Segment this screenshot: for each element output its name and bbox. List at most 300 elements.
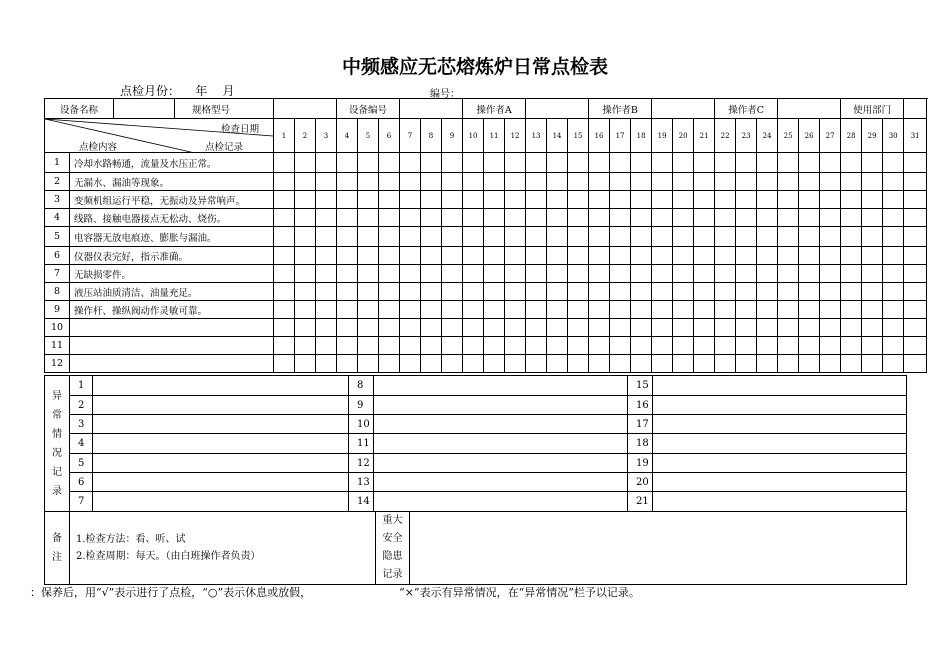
check-cell[interactable] bbox=[904, 337, 927, 355]
check-cell[interactable] bbox=[904, 153, 927, 173]
check-cell[interactable] bbox=[631, 173, 652, 191]
check-cell[interactable] bbox=[358, 265, 379, 283]
check-cell[interactable] bbox=[715, 209, 736, 227]
check-cell[interactable] bbox=[526, 153, 547, 173]
check-cell[interactable] bbox=[379, 337, 400, 355]
check-cell[interactable] bbox=[589, 173, 610, 191]
check-cell[interactable] bbox=[421, 265, 442, 283]
abnormal-record-cell[interactable] bbox=[653, 396, 907, 415]
check-cell[interactable] bbox=[757, 247, 778, 265]
check-cell[interactable] bbox=[274, 227, 295, 247]
check-cell[interactable] bbox=[484, 173, 505, 191]
check-cell[interactable] bbox=[631, 301, 652, 319]
check-cell[interactable] bbox=[610, 337, 631, 355]
check-cell[interactable] bbox=[316, 153, 337, 173]
check-cell[interactable] bbox=[673, 265, 694, 283]
check-cell[interactable] bbox=[610, 153, 631, 173]
check-cell[interactable] bbox=[862, 227, 883, 247]
check-cell[interactable] bbox=[715, 319, 736, 337]
check-cell[interactable] bbox=[379, 191, 400, 209]
check-cell[interactable] bbox=[736, 319, 757, 337]
check-cell[interactable] bbox=[421, 355, 442, 373]
check-cell[interactable] bbox=[568, 247, 589, 265]
check-cell[interactable] bbox=[463, 301, 484, 319]
check-cell[interactable] bbox=[610, 247, 631, 265]
check-cell[interactable] bbox=[757, 355, 778, 373]
check-cell[interactable] bbox=[610, 173, 631, 191]
check-cell[interactable] bbox=[400, 153, 421, 173]
check-cell[interactable] bbox=[568, 355, 589, 373]
check-cell[interactable] bbox=[526, 337, 547, 355]
check-cell[interactable] bbox=[715, 337, 736, 355]
check-cell[interactable] bbox=[484, 247, 505, 265]
check-cell[interactable] bbox=[736, 355, 757, 373]
abnormal-record-cell[interactable] bbox=[93, 434, 349, 454]
check-cell[interactable] bbox=[421, 209, 442, 227]
check-cell[interactable] bbox=[631, 319, 652, 337]
check-cell[interactable] bbox=[694, 227, 715, 247]
check-cell[interactable] bbox=[799, 319, 820, 337]
check-cell[interactable] bbox=[652, 191, 673, 209]
check-cell[interactable] bbox=[715, 283, 736, 301]
check-cell[interactable] bbox=[820, 355, 841, 373]
check-cell[interactable] bbox=[358, 355, 379, 373]
check-cell[interactable] bbox=[295, 227, 316, 247]
check-cell[interactable] bbox=[694, 301, 715, 319]
check-cell[interactable] bbox=[505, 301, 526, 319]
check-cell[interactable] bbox=[820, 173, 841, 191]
check-cell[interactable] bbox=[274, 265, 295, 283]
check-cell[interactable] bbox=[820, 319, 841, 337]
check-cell[interactable] bbox=[799, 209, 820, 227]
check-cell[interactable] bbox=[673, 153, 694, 173]
check-cell[interactable] bbox=[610, 265, 631, 283]
check-cell[interactable] bbox=[610, 319, 631, 337]
check-cell[interactable] bbox=[799, 265, 820, 283]
check-cell[interactable] bbox=[631, 227, 652, 247]
check-cell[interactable] bbox=[463, 191, 484, 209]
check-cell[interactable] bbox=[694, 355, 715, 373]
check-cell[interactable] bbox=[652, 265, 673, 283]
check-cell[interactable] bbox=[736, 301, 757, 319]
check-cell[interactable] bbox=[652, 173, 673, 191]
check-cell[interactable] bbox=[652, 153, 673, 173]
check-cell[interactable] bbox=[505, 337, 526, 355]
check-cell[interactable] bbox=[694, 191, 715, 209]
check-cell[interactable] bbox=[862, 283, 883, 301]
check-cell[interactable] bbox=[484, 355, 505, 373]
check-cell[interactable] bbox=[673, 301, 694, 319]
check-cell[interactable] bbox=[442, 227, 463, 247]
check-cell[interactable] bbox=[631, 355, 652, 373]
check-cell[interactable] bbox=[568, 227, 589, 247]
check-cell[interactable] bbox=[274, 355, 295, 373]
check-cell[interactable] bbox=[883, 265, 904, 283]
check-cell[interactable] bbox=[673, 247, 694, 265]
check-cell[interactable] bbox=[337, 209, 358, 227]
check-cell[interactable] bbox=[631, 153, 652, 173]
check-cell[interactable] bbox=[568, 153, 589, 173]
check-cell[interactable] bbox=[484, 301, 505, 319]
check-cell[interactable] bbox=[379, 283, 400, 301]
check-cell[interactable] bbox=[505, 283, 526, 301]
check-cell[interactable] bbox=[715, 153, 736, 173]
check-cell[interactable] bbox=[505, 209, 526, 227]
check-cell[interactable] bbox=[778, 301, 799, 319]
abnormal-record-cell[interactable] bbox=[374, 376, 628, 396]
check-cell[interactable] bbox=[673, 283, 694, 301]
check-cell[interactable] bbox=[295, 247, 316, 265]
check-cell[interactable] bbox=[883, 227, 904, 247]
check-cell[interactable] bbox=[295, 283, 316, 301]
check-cell[interactable] bbox=[883, 209, 904, 227]
check-cell[interactable] bbox=[631, 247, 652, 265]
check-cell[interactable] bbox=[778, 283, 799, 301]
check-cell[interactable] bbox=[400, 209, 421, 227]
check-cell[interactable] bbox=[442, 265, 463, 283]
check-cell[interactable] bbox=[778, 173, 799, 191]
check-cell[interactable] bbox=[358, 319, 379, 337]
check-cell[interactable] bbox=[400, 247, 421, 265]
check-cell[interactable] bbox=[652, 337, 673, 355]
check-cell[interactable] bbox=[568, 301, 589, 319]
check-cell[interactable] bbox=[337, 227, 358, 247]
check-cell[interactable] bbox=[862, 355, 883, 373]
check-cell[interactable] bbox=[505, 247, 526, 265]
check-cell[interactable] bbox=[610, 191, 631, 209]
check-cell[interactable] bbox=[547, 191, 568, 209]
hazard-record-cell[interactable] bbox=[410, 512, 907, 585]
check-cell[interactable] bbox=[505, 173, 526, 191]
check-cell[interactable] bbox=[652, 355, 673, 373]
abnormal-record-cell[interactable] bbox=[93, 376, 349, 396]
check-cell[interactable] bbox=[274, 173, 295, 191]
check-cell[interactable] bbox=[778, 247, 799, 265]
check-cell[interactable] bbox=[820, 265, 841, 283]
check-cell[interactable] bbox=[799, 191, 820, 209]
check-cell[interactable] bbox=[358, 283, 379, 301]
check-cell[interactable] bbox=[589, 355, 610, 373]
abnormal-record-cell[interactable] bbox=[374, 396, 628, 415]
check-cell[interactable] bbox=[904, 283, 927, 301]
check-cell[interactable] bbox=[337, 301, 358, 319]
check-cell[interactable] bbox=[799, 337, 820, 355]
check-cell[interactable] bbox=[547, 301, 568, 319]
check-cell[interactable] bbox=[778, 337, 799, 355]
check-cell[interactable] bbox=[631, 283, 652, 301]
check-cell[interactable] bbox=[862, 173, 883, 191]
check-cell[interactable] bbox=[379, 355, 400, 373]
check-cell[interactable] bbox=[589, 337, 610, 355]
check-cell[interactable] bbox=[841, 247, 862, 265]
check-cell[interactable] bbox=[841, 209, 862, 227]
check-cell[interactable] bbox=[547, 283, 568, 301]
check-cell[interactable] bbox=[400, 283, 421, 301]
check-cell[interactable] bbox=[820, 153, 841, 173]
check-cell[interactable] bbox=[589, 265, 610, 283]
check-cell[interactable] bbox=[883, 355, 904, 373]
check-cell[interactable] bbox=[883, 319, 904, 337]
check-cell[interactable] bbox=[484, 191, 505, 209]
check-cell[interactable] bbox=[757, 153, 778, 173]
check-cell[interactable] bbox=[358, 173, 379, 191]
check-cell[interactable] bbox=[904, 209, 927, 227]
check-cell[interactable] bbox=[778, 209, 799, 227]
check-cell[interactable] bbox=[379, 173, 400, 191]
check-cell[interactable] bbox=[673, 209, 694, 227]
check-cell[interactable] bbox=[820, 301, 841, 319]
check-cell[interactable] bbox=[673, 355, 694, 373]
check-cell[interactable] bbox=[505, 319, 526, 337]
check-cell[interactable] bbox=[862, 319, 883, 337]
check-cell[interactable] bbox=[694, 209, 715, 227]
check-cell[interactable] bbox=[421, 191, 442, 209]
check-cell[interactable] bbox=[652, 301, 673, 319]
check-cell[interactable] bbox=[442, 283, 463, 301]
check-cell[interactable] bbox=[904, 355, 927, 373]
check-cell[interactable] bbox=[883, 173, 904, 191]
check-cell[interactable] bbox=[316, 191, 337, 209]
check-cell[interactable] bbox=[862, 191, 883, 209]
check-cell[interactable] bbox=[841, 191, 862, 209]
check-cell[interactable] bbox=[505, 265, 526, 283]
check-cell[interactable] bbox=[337, 173, 358, 191]
check-cell[interactable] bbox=[547, 265, 568, 283]
check-cell[interactable] bbox=[589, 283, 610, 301]
check-cell[interactable] bbox=[841, 283, 862, 301]
check-cell[interactable] bbox=[400, 301, 421, 319]
check-cell[interactable] bbox=[757, 337, 778, 355]
check-cell[interactable] bbox=[274, 247, 295, 265]
check-cell[interactable] bbox=[379, 209, 400, 227]
check-cell[interactable] bbox=[778, 319, 799, 337]
check-cell[interactable] bbox=[904, 191, 927, 209]
abnormal-record-cell[interactable] bbox=[653, 415, 907, 434]
check-cell[interactable] bbox=[568, 337, 589, 355]
check-cell[interactable] bbox=[547, 153, 568, 173]
check-cell[interactable] bbox=[841, 319, 862, 337]
check-cell[interactable] bbox=[799, 301, 820, 319]
check-cell[interactable] bbox=[883, 301, 904, 319]
check-cell[interactable] bbox=[463, 337, 484, 355]
check-cell[interactable] bbox=[463, 227, 484, 247]
check-cell[interactable] bbox=[610, 301, 631, 319]
check-cell[interactable] bbox=[400, 355, 421, 373]
check-cell[interactable] bbox=[379, 319, 400, 337]
check-cell[interactable] bbox=[778, 265, 799, 283]
check-cell[interactable] bbox=[400, 319, 421, 337]
check-cell[interactable] bbox=[421, 247, 442, 265]
check-cell[interactable] bbox=[421, 337, 442, 355]
check-cell[interactable] bbox=[400, 227, 421, 247]
check-cell[interactable] bbox=[463, 355, 484, 373]
check-cell[interactable] bbox=[463, 247, 484, 265]
abnormal-record-cell[interactable] bbox=[93, 396, 349, 415]
check-cell[interactable] bbox=[379, 227, 400, 247]
check-cell[interactable] bbox=[736, 227, 757, 247]
check-cell[interactable] bbox=[799, 227, 820, 247]
check-cell[interactable] bbox=[358, 337, 379, 355]
check-cell[interactable] bbox=[295, 209, 316, 227]
check-cell[interactable] bbox=[463, 265, 484, 283]
check-cell[interactable] bbox=[652, 227, 673, 247]
check-cell[interactable] bbox=[463, 209, 484, 227]
check-cell[interactable] bbox=[631, 209, 652, 227]
abnormal-record-cell[interactable] bbox=[93, 473, 349, 492]
check-cell[interactable] bbox=[421, 301, 442, 319]
check-cell[interactable] bbox=[442, 301, 463, 319]
check-cell[interactable] bbox=[442, 319, 463, 337]
check-cell[interactable] bbox=[358, 209, 379, 227]
check-cell[interactable] bbox=[274, 153, 295, 173]
check-cell[interactable] bbox=[421, 319, 442, 337]
check-cell[interactable] bbox=[421, 227, 442, 247]
check-cell[interactable] bbox=[295, 265, 316, 283]
check-cell[interactable] bbox=[736, 283, 757, 301]
check-cell[interactable] bbox=[883, 247, 904, 265]
check-cell[interactable] bbox=[337, 247, 358, 265]
check-cell[interactable] bbox=[736, 153, 757, 173]
check-cell[interactable] bbox=[547, 319, 568, 337]
check-cell[interactable] bbox=[715, 247, 736, 265]
check-cell[interactable] bbox=[295, 173, 316, 191]
abnormal-record-cell[interactable] bbox=[653, 473, 907, 492]
check-cell[interactable] bbox=[568, 265, 589, 283]
check-cell[interactable] bbox=[505, 153, 526, 173]
check-cell[interactable] bbox=[274, 191, 295, 209]
check-cell[interactable] bbox=[484, 209, 505, 227]
check-cell[interactable] bbox=[694, 283, 715, 301]
check-cell[interactable] bbox=[694, 265, 715, 283]
check-cell[interactable] bbox=[379, 265, 400, 283]
check-cell[interactable] bbox=[337, 319, 358, 337]
check-cell[interactable] bbox=[799, 173, 820, 191]
check-cell[interactable] bbox=[610, 227, 631, 247]
check-cell[interactable] bbox=[274, 209, 295, 227]
check-cell[interactable] bbox=[736, 337, 757, 355]
check-cell[interactable] bbox=[547, 355, 568, 373]
check-cell[interactable] bbox=[442, 173, 463, 191]
check-cell[interactable] bbox=[337, 191, 358, 209]
check-cell[interactable] bbox=[778, 153, 799, 173]
check-cell[interactable] bbox=[820, 227, 841, 247]
abnormal-record-cell[interactable] bbox=[374, 434, 628, 454]
check-cell[interactable] bbox=[673, 173, 694, 191]
check-cell[interactable] bbox=[547, 209, 568, 227]
check-cell[interactable] bbox=[757, 173, 778, 191]
check-cell[interactable] bbox=[358, 247, 379, 265]
check-cell[interactable] bbox=[589, 247, 610, 265]
check-cell[interactable] bbox=[862, 153, 883, 173]
check-cell[interactable] bbox=[862, 265, 883, 283]
check-cell[interactable] bbox=[904, 301, 927, 319]
check-cell[interactable] bbox=[463, 319, 484, 337]
check-cell[interactable] bbox=[358, 227, 379, 247]
check-cell[interactable] bbox=[484, 227, 505, 247]
check-cell[interactable] bbox=[484, 153, 505, 173]
check-cell[interactable] bbox=[547, 247, 568, 265]
check-cell[interactable] bbox=[589, 209, 610, 227]
check-cell[interactable] bbox=[904, 247, 927, 265]
check-cell[interactable] bbox=[379, 301, 400, 319]
check-cell[interactable] bbox=[757, 209, 778, 227]
check-cell[interactable] bbox=[694, 337, 715, 355]
check-cell[interactable] bbox=[505, 191, 526, 209]
check-cell[interactable] bbox=[820, 337, 841, 355]
check-cell[interactable] bbox=[547, 337, 568, 355]
check-cell[interactable] bbox=[316, 355, 337, 373]
check-cell[interactable] bbox=[715, 191, 736, 209]
check-cell[interactable] bbox=[589, 227, 610, 247]
check-cell[interactable] bbox=[694, 319, 715, 337]
check-cell[interactable] bbox=[799, 247, 820, 265]
check-cell[interactable] bbox=[883, 337, 904, 355]
check-cell[interactable] bbox=[736, 191, 757, 209]
check-cell[interactable] bbox=[526, 173, 547, 191]
check-cell[interactable] bbox=[820, 247, 841, 265]
check-cell[interactable] bbox=[400, 191, 421, 209]
abnormal-record-cell[interactable] bbox=[653, 492, 907, 512]
check-cell[interactable] bbox=[778, 355, 799, 373]
check-cell[interactable] bbox=[820, 283, 841, 301]
abnormal-record-cell[interactable] bbox=[93, 454, 349, 473]
check-cell[interactable] bbox=[715, 173, 736, 191]
check-cell[interactable] bbox=[757, 227, 778, 247]
check-cell[interactable] bbox=[883, 283, 904, 301]
check-cell[interactable] bbox=[526, 191, 547, 209]
check-cell[interactable] bbox=[316, 337, 337, 355]
check-cell[interactable] bbox=[883, 153, 904, 173]
check-cell[interactable] bbox=[841, 265, 862, 283]
check-cell[interactable] bbox=[757, 319, 778, 337]
check-cell[interactable] bbox=[652, 209, 673, 227]
abnormal-record-cell[interactable] bbox=[653, 376, 907, 396]
check-cell[interactable] bbox=[673, 319, 694, 337]
check-cell[interactable] bbox=[568, 209, 589, 227]
check-cell[interactable] bbox=[883, 191, 904, 209]
check-cell[interactable] bbox=[505, 227, 526, 247]
check-cell[interactable] bbox=[568, 173, 589, 191]
check-cell[interactable] bbox=[379, 247, 400, 265]
check-cell[interactable] bbox=[631, 265, 652, 283]
check-cell[interactable] bbox=[358, 153, 379, 173]
check-cell[interactable] bbox=[757, 283, 778, 301]
check-cell[interactable] bbox=[904, 319, 927, 337]
check-cell[interactable] bbox=[295, 337, 316, 355]
check-cell[interactable] bbox=[400, 337, 421, 355]
check-cell[interactable] bbox=[589, 153, 610, 173]
check-cell[interactable] bbox=[673, 191, 694, 209]
check-cell[interactable] bbox=[316, 301, 337, 319]
check-cell[interactable] bbox=[862, 209, 883, 227]
check-cell[interactable] bbox=[484, 265, 505, 283]
check-cell[interactable] bbox=[274, 301, 295, 319]
check-cell[interactable] bbox=[568, 283, 589, 301]
check-cell[interactable] bbox=[589, 301, 610, 319]
check-cell[interactable] bbox=[778, 191, 799, 209]
check-cell[interactable] bbox=[841, 173, 862, 191]
abnormal-record-cell[interactable] bbox=[374, 454, 628, 473]
check-cell[interactable] bbox=[316, 209, 337, 227]
abnormal-record-cell[interactable] bbox=[93, 415, 349, 434]
check-cell[interactable] bbox=[316, 247, 337, 265]
check-cell[interactable] bbox=[484, 319, 505, 337]
check-cell[interactable] bbox=[715, 355, 736, 373]
check-cell[interactable] bbox=[568, 319, 589, 337]
check-cell[interactable] bbox=[904, 265, 927, 283]
check-cell[interactable] bbox=[547, 227, 568, 247]
check-cell[interactable] bbox=[526, 283, 547, 301]
